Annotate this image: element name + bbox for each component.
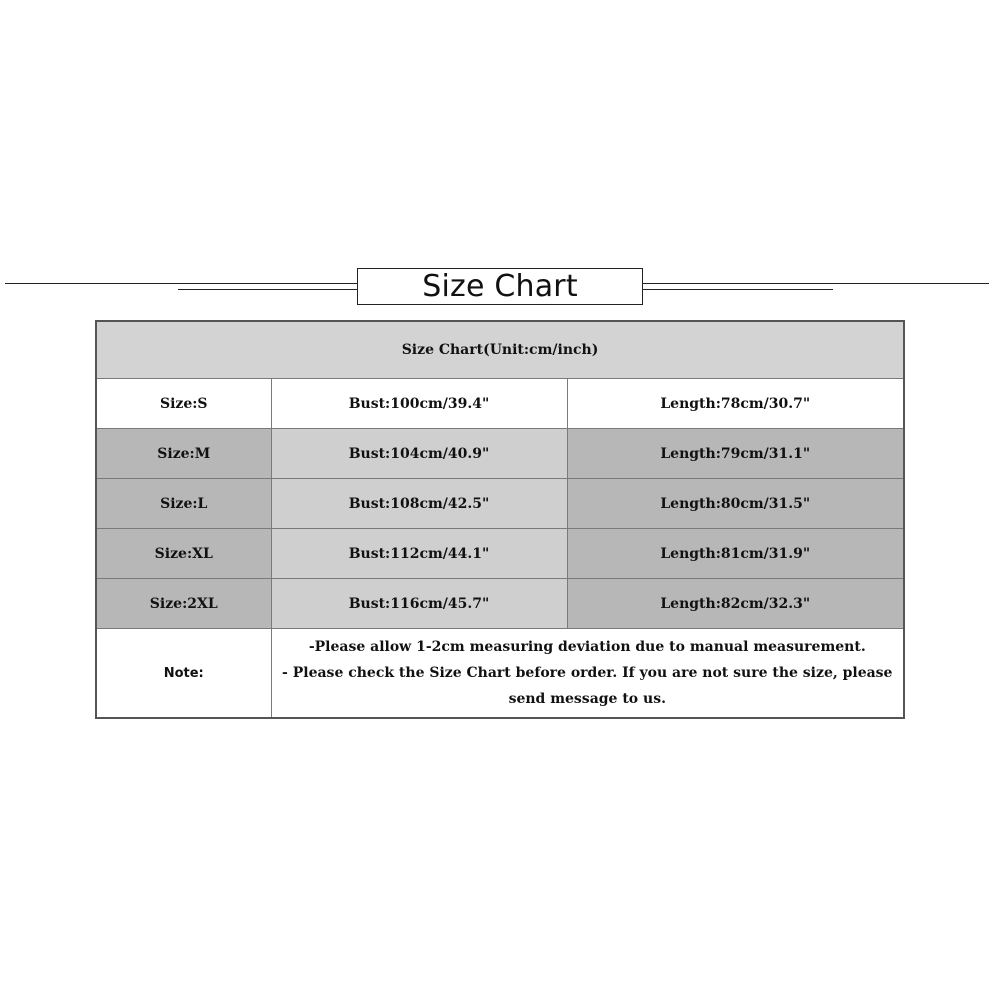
note-content <box>271 629 904 719</box>
bust-cell: Bust:112cm/44.1" <box>271 529 567 579</box>
table-caption-row <box>96 321 904 379</box>
divider-line-left-outer <box>5 283 357 284</box>
note-row <box>96 629 904 719</box>
length-cell: Length:78cm/30.7" <box>567 379 904 429</box>
table-caption: Size Chart(Unit:cm/inch) <box>96 321 904 379</box>
length-cell: Length:82cm/32.3" <box>567 579 904 629</box>
divider-line-left-inner <box>178 289 357 290</box>
divider-line-right-outer <box>643 283 989 284</box>
size-cell: Size:L <box>96 479 271 529</box>
size-cell: Size:2XL <box>96 579 271 629</box>
bust-cell: Bust:108cm/42.5" <box>271 479 567 529</box>
table-row <box>96 379 904 429</box>
size-cell: Size:M <box>96 429 271 479</box>
table-row <box>96 529 904 579</box>
length-cell: Length:79cm/31.1" <box>567 429 904 479</box>
table-row <box>96 429 904 479</box>
size-cell: Size:XL <box>96 529 271 579</box>
note-label: Note: <box>96 629 271 719</box>
bust-cell: Bust:104cm/40.9" <box>271 429 567 479</box>
bust-cell: Bust:116cm/45.7" <box>271 579 567 629</box>
table-row <box>96 579 904 629</box>
page-title-box <box>357 268 643 305</box>
divider-line-right-inner <box>643 289 833 290</box>
size-chart-table <box>95 320 905 719</box>
length-cell: Length:80cm/31.5" <box>567 479 904 529</box>
table-row <box>96 479 904 529</box>
size-cell: Size:S <box>96 379 271 429</box>
length-cell: Length:81cm/31.9" <box>567 529 904 579</box>
note-line-1: -Please allow 1-2cm measuring deviation due to manual measurement. <box>308 639 866 655</box>
bust-cell: Bust:100cm/39.4" <box>271 379 567 429</box>
note-line-2: - Please check the Size Chart before order. If you are not sure the size, please send message to us. <box>282 665 893 707</box>
page-title: Size Chart <box>422 268 578 304</box>
